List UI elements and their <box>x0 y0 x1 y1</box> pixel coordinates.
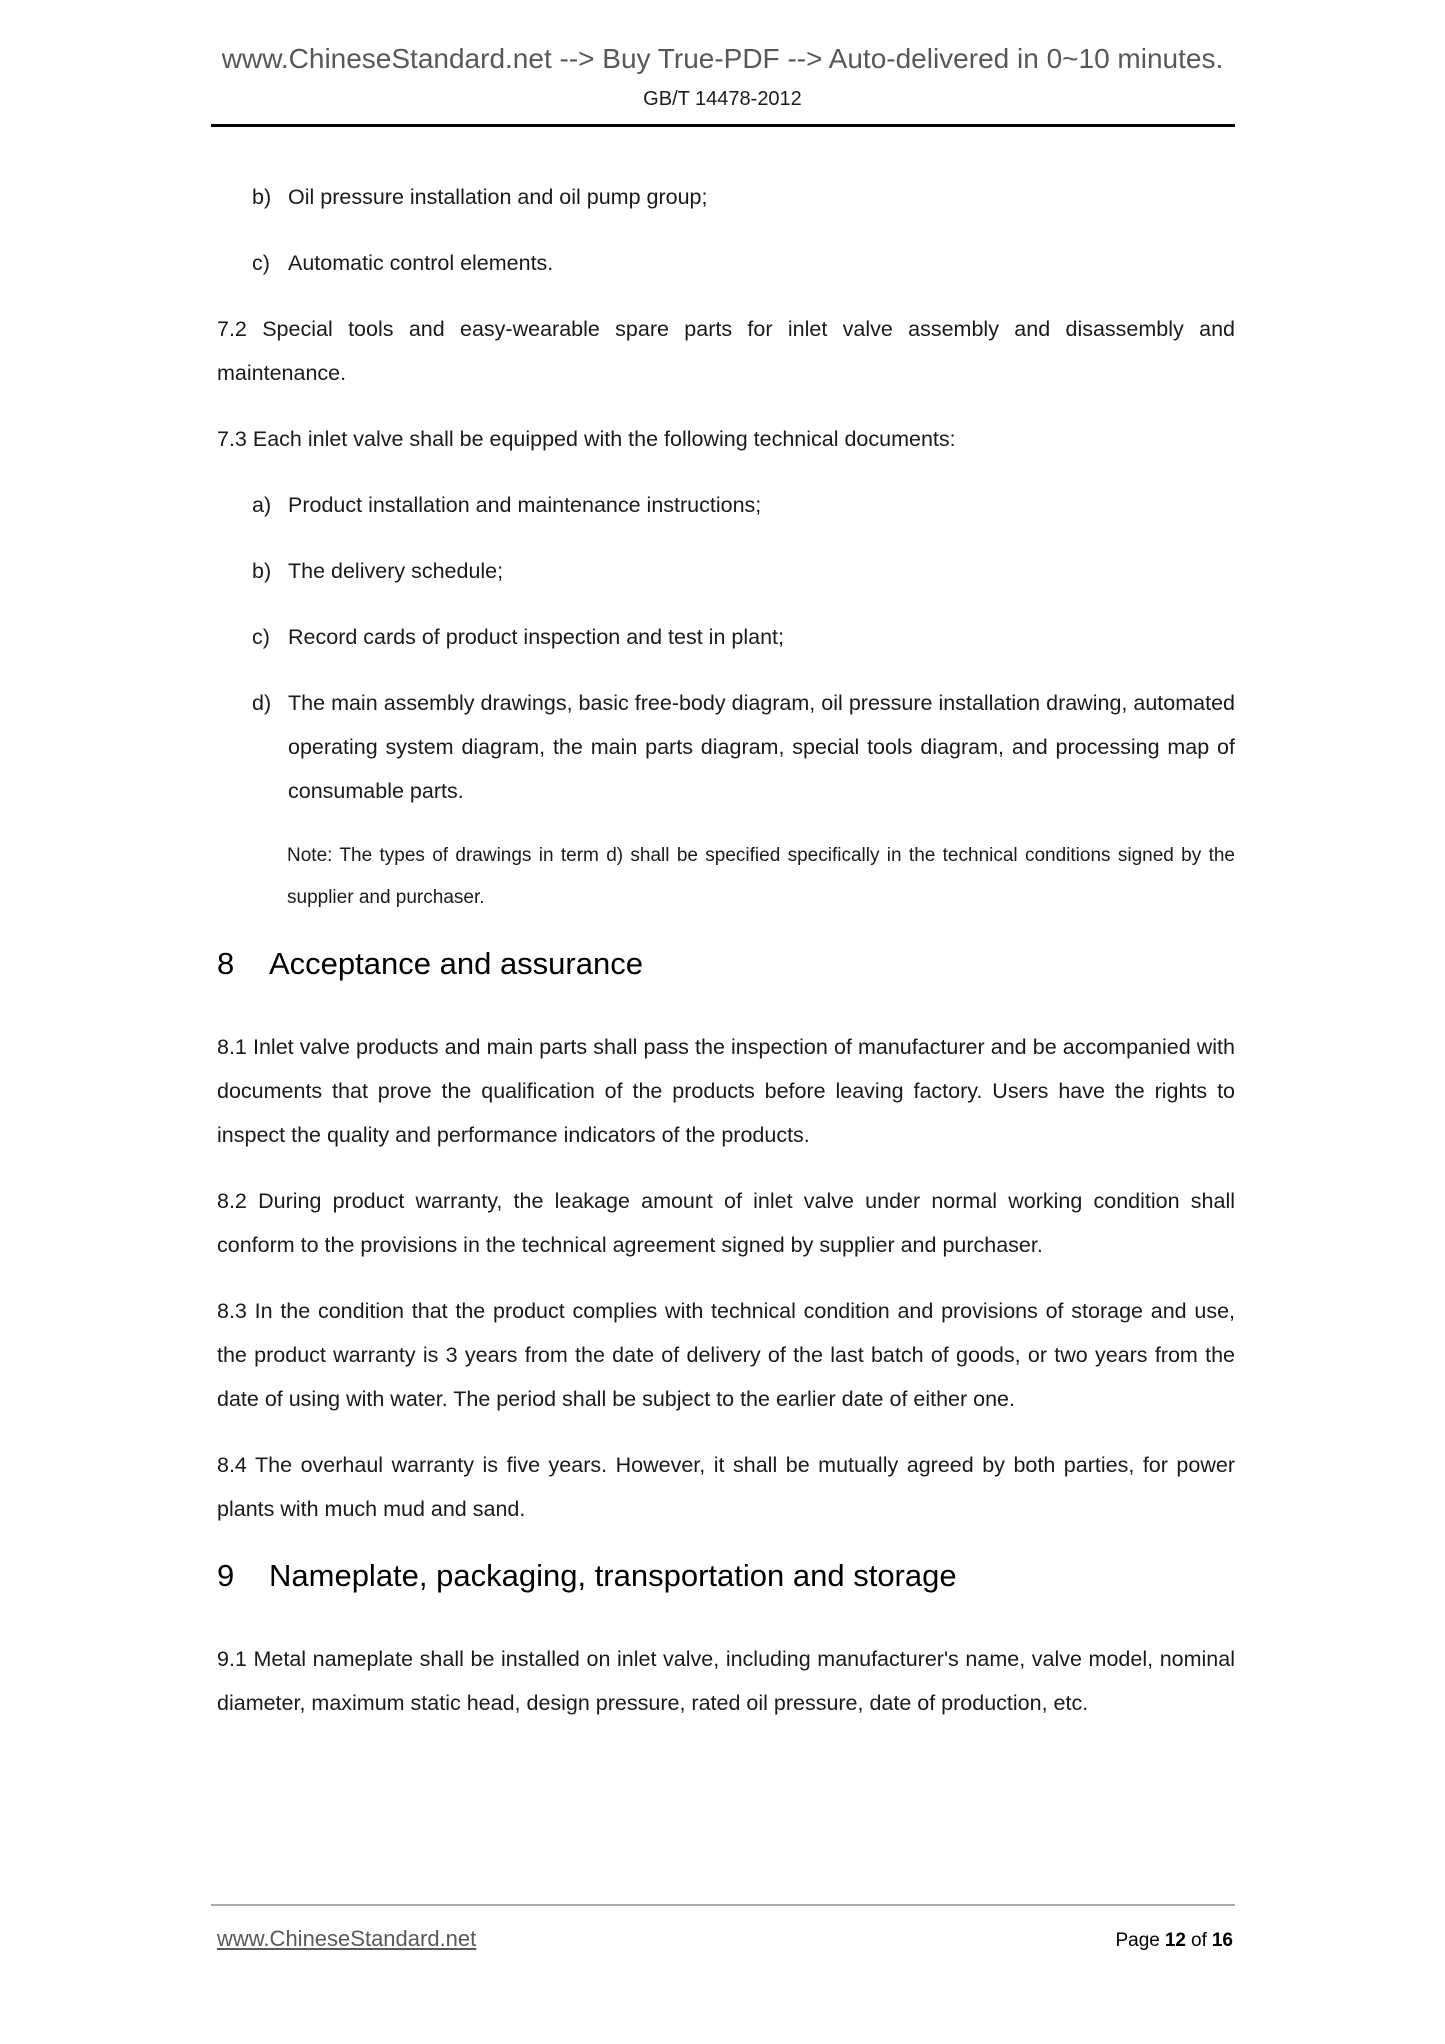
document-body <box>0 127 1445 1725</box>
footer-divider <box>211 1904 1235 1906</box>
list-marker: b) <box>252 559 272 583</box>
of-label: of <box>1191 1930 1207 1951</box>
list-item <box>217 175 1235 219</box>
list-marker: c) <box>252 251 270 275</box>
list-item-text: Automatic control elements. <box>288 251 554 275</box>
section-heading <box>217 1555 1235 1597</box>
list-item-text: Oil pressure installation and oil pump group; <box>288 185 708 209</box>
paragraph: 8.2 During product warranty, the leakage amount of inlet valve under normal working condition shall conform to the provisions in the technical agreement signed by supplier and purchaser. <box>217 1189 1235 1257</box>
section-number: 9 <box>217 1558 235 1593</box>
paragraph: 7.2 Special tools and easy-wearable spare parts for inlet valve assembly and disassembly and maintenance. <box>217 317 1235 385</box>
list-item-text: Product installation and maintenance instructions; <box>288 493 762 517</box>
page-footer <box>217 1926 1233 1952</box>
list-marker: a) <box>252 493 272 517</box>
list-item-text: The delivery schedule; <box>288 559 504 583</box>
paragraph: 8.3 In the condition that the product complies with technical condition and provisions of storage and use, the product warranty is 3 years from the date of delivery of the last batch of goods, or two years from the date of using with water. The period shall be subject to the earlier date of either one. <box>217 1299 1235 1411</box>
list-marker: b) <box>252 185 272 209</box>
header-promo-text: www.ChineseStandard.net --> Buy True-PDF --> Auto-delivered in 0~10 minutes. <box>221 43 1224 74</box>
paragraph: 9.1 Metal nameplate shall be installed on inlet valve, including manufacturer's name, valve model, nominal diameter, maximum static head, design pressure, rated oil pressure, date of production, etc. <box>217 1647 1235 1715</box>
page-header <box>0 0 1445 127</box>
list-item <box>217 549 1235 593</box>
list-item <box>217 615 1235 659</box>
document-code: GB/T 14478-2012 <box>643 88 802 110</box>
page-indicator <box>1115 1930 1233 1952</box>
list-item <box>217 681 1235 813</box>
list-item-text: Record cards of product inspection and test in plant; <box>288 625 784 649</box>
section-heading <box>217 943 1235 985</box>
section-title: Acceptance and assurance <box>269 946 643 981</box>
paragraph: 8.4 The overhaul warranty is five years. However, it shall be mutually agreed by both parties, for power plants with much mud and sand. <box>217 1453 1235 1521</box>
list-marker: c) <box>252 625 270 649</box>
footer-site-link[interactable]: www.ChineseStandard.net <box>217 1926 477 1951</box>
paragraph: 7.3 Each inlet valve shall be equipped with the following technical documents: <box>217 427 956 451</box>
page-number: 12 <box>1164 1930 1186 1951</box>
paragraph: 8.1 Inlet valve products and main parts shall pass the inspection of manufacturer and be accompanied with documents that prove the qualification of the products before leaving factory. Users have the rights to inspect the quality and performance indicators of the products. <box>217 1035 1235 1147</box>
list-marker: d) <box>252 691 272 715</box>
list-item <box>217 483 1235 527</box>
section-title: Nameplate, packaging, transportation and storage <box>269 1558 957 1593</box>
total-pages: 16 <box>1211 1930 1233 1951</box>
list-item-text: The main assembly drawings, basic free-body diagram, oil pressure installation drawing, automated operating system diagram, the main parts diagram, special tools diagram, and processing map of consumable parts. <box>288 691 1235 803</box>
page-label: Page <box>1115 1930 1160 1951</box>
note-text: Note: The types of drawings in term d) shall be specified specifically in the technical conditions signed by the supplier and purchaser. <box>287 845 1235 908</box>
list-item <box>217 241 1235 285</box>
section-number: 8 <box>217 946 235 981</box>
